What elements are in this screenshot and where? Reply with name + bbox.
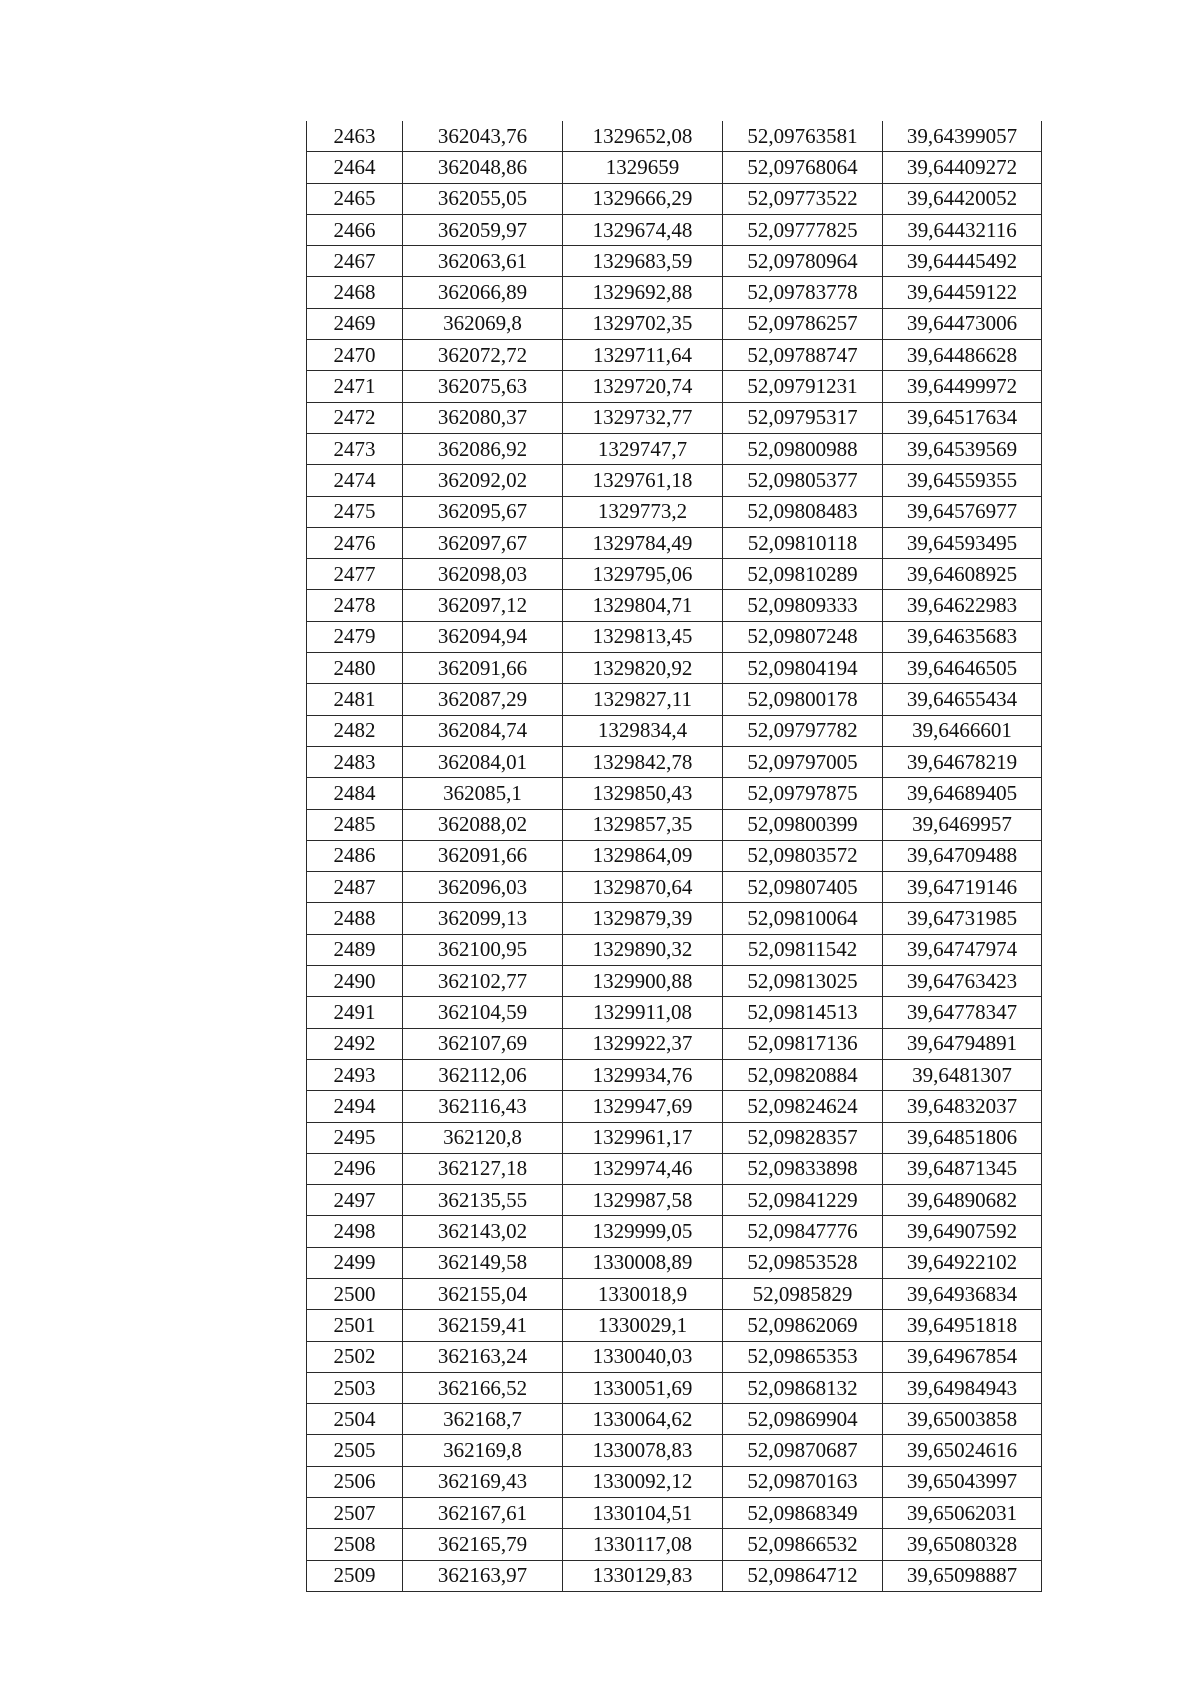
coord-x-cell: 362059,97 xyxy=(403,214,563,245)
point-number-cell: 2495 xyxy=(307,1122,403,1153)
coord-y-cell: 1329659 xyxy=(563,152,723,183)
latitude-cell: 52,09810118 xyxy=(723,527,883,558)
coord-y-cell: 1329974,46 xyxy=(563,1153,723,1184)
latitude-cell: 52,09788747 xyxy=(723,340,883,371)
longitude-cell: 39,64420052 xyxy=(883,183,1042,214)
coord-y-cell: 1329987,58 xyxy=(563,1185,723,1216)
point-number-cell: 2479 xyxy=(307,621,403,652)
coord-y-cell: 1330008,89 xyxy=(563,1247,723,1278)
coordinates-table xyxy=(306,121,1042,1592)
coord-x-cell: 362163,97 xyxy=(403,1560,563,1591)
point-number-cell: 2466 xyxy=(307,214,403,245)
point-number-cell: 2481 xyxy=(307,684,403,715)
coord-y-cell: 1329773,2 xyxy=(563,496,723,527)
longitude-cell: 39,64399057 xyxy=(883,121,1042,152)
longitude-cell: 39,64622983 xyxy=(883,590,1042,621)
point-number-cell: 2496 xyxy=(307,1153,403,1184)
point-number-cell: 2505 xyxy=(307,1435,403,1466)
table-row xyxy=(307,433,1042,464)
point-number-cell: 2487 xyxy=(307,872,403,903)
table-row xyxy=(307,1028,1042,1059)
coord-y-cell: 1329711,64 xyxy=(563,340,723,371)
longitude-cell: 39,64967854 xyxy=(883,1341,1042,1372)
table-row xyxy=(307,1059,1042,1090)
latitude-cell: 52,09763581 xyxy=(723,121,883,152)
coord-y-cell: 1329674,48 xyxy=(563,214,723,245)
point-number-cell: 2488 xyxy=(307,903,403,934)
coord-y-cell: 1329702,35 xyxy=(563,308,723,339)
coord-y-cell: 1329720,74 xyxy=(563,371,723,402)
coord-x-cell: 362120,8 xyxy=(403,1122,563,1153)
coord-x-cell: 362094,94 xyxy=(403,621,563,652)
longitude-cell: 39,64907592 xyxy=(883,1216,1042,1247)
point-number-cell: 2503 xyxy=(307,1372,403,1403)
coord-x-cell: 362084,01 xyxy=(403,746,563,777)
longitude-cell: 39,64432116 xyxy=(883,214,1042,245)
table-row xyxy=(307,527,1042,558)
coord-x-cell: 362091,66 xyxy=(403,840,563,871)
point-number-cell: 2472 xyxy=(307,402,403,433)
coord-y-cell: 1330018,9 xyxy=(563,1278,723,1309)
coord-y-cell: 1330051,69 xyxy=(563,1372,723,1403)
point-number-cell: 2485 xyxy=(307,809,403,840)
latitude-cell: 52,09810289 xyxy=(723,559,883,590)
point-number-cell: 2473 xyxy=(307,433,403,464)
longitude-cell: 39,64747974 xyxy=(883,934,1042,965)
table-row xyxy=(307,1216,1042,1247)
longitude-cell: 39,64731985 xyxy=(883,903,1042,934)
coord-y-cell: 1329683,59 xyxy=(563,246,723,277)
latitude-cell: 52,09811542 xyxy=(723,934,883,965)
latitude-cell: 52,09813025 xyxy=(723,966,883,997)
latitude-cell: 52,09868349 xyxy=(723,1498,883,1529)
longitude-cell: 39,64445492 xyxy=(883,246,1042,277)
coord-y-cell: 1329795,06 xyxy=(563,559,723,590)
coord-x-cell: 362075,63 xyxy=(403,371,563,402)
coord-x-cell: 362168,7 xyxy=(403,1404,563,1435)
table-row xyxy=(307,1247,1042,1278)
point-number-cell: 2482 xyxy=(307,715,403,746)
coord-x-cell: 362135,55 xyxy=(403,1185,563,1216)
point-number-cell: 2491 xyxy=(307,997,403,1028)
coord-y-cell: 1329900,88 xyxy=(563,966,723,997)
latitude-cell: 52,09786257 xyxy=(723,308,883,339)
longitude-cell: 39,64459122 xyxy=(883,277,1042,308)
latitude-cell: 52,09865353 xyxy=(723,1341,883,1372)
coord-y-cell: 1330104,51 xyxy=(563,1498,723,1529)
table-row xyxy=(307,1466,1042,1497)
point-number-cell: 2507 xyxy=(307,1498,403,1529)
point-number-cell: 2470 xyxy=(307,340,403,371)
longitude-cell: 39,64984943 xyxy=(883,1372,1042,1403)
point-number-cell: 2469 xyxy=(307,308,403,339)
table-row xyxy=(307,1372,1042,1403)
table-row xyxy=(307,277,1042,308)
point-number-cell: 2476 xyxy=(307,527,403,558)
latitude-cell: 52,09808483 xyxy=(723,496,883,527)
longitude-cell: 39,64608925 xyxy=(883,559,1042,590)
table-row xyxy=(307,559,1042,590)
longitude-cell: 39,64635683 xyxy=(883,621,1042,652)
longitude-cell: 39,64409272 xyxy=(883,152,1042,183)
longitude-cell: 39,64593495 xyxy=(883,527,1042,558)
coord-x-cell: 362066,89 xyxy=(403,277,563,308)
coord-y-cell: 1329761,18 xyxy=(563,465,723,496)
coord-x-cell: 362095,67 xyxy=(403,496,563,527)
point-number-cell: 2494 xyxy=(307,1091,403,1122)
coord-x-cell: 362127,18 xyxy=(403,1153,563,1184)
table-row xyxy=(307,402,1042,433)
point-number-cell: 2474 xyxy=(307,465,403,496)
coord-y-cell: 1329820,92 xyxy=(563,653,723,684)
longitude-cell: 39,64689405 xyxy=(883,778,1042,809)
table-row xyxy=(307,1185,1042,1216)
coord-y-cell: 1329850,43 xyxy=(563,778,723,809)
latitude-cell: 52,09797782 xyxy=(723,715,883,746)
point-number-cell: 2502 xyxy=(307,1341,403,1372)
point-number-cell: 2475 xyxy=(307,496,403,527)
table-row xyxy=(307,183,1042,214)
coord-y-cell: 1329813,45 xyxy=(563,621,723,652)
point-number-cell: 2501 xyxy=(307,1310,403,1341)
table-row xyxy=(307,997,1042,1028)
coord-y-cell: 1329784,49 xyxy=(563,527,723,558)
latitude-cell: 52,09868132 xyxy=(723,1372,883,1403)
coord-x-cell: 362069,8 xyxy=(403,308,563,339)
coord-y-cell: 1329652,08 xyxy=(563,121,723,152)
point-number-cell: 2489 xyxy=(307,934,403,965)
coord-x-cell: 362043,76 xyxy=(403,121,563,152)
coord-x-cell: 362088,02 xyxy=(403,809,563,840)
point-number-cell: 2509 xyxy=(307,1560,403,1591)
longitude-cell: 39,64851806 xyxy=(883,1122,1042,1153)
table-row xyxy=(307,1435,1042,1466)
latitude-cell: 52,09810064 xyxy=(723,903,883,934)
coord-x-cell: 362107,69 xyxy=(403,1028,563,1059)
coord-y-cell: 1330117,08 xyxy=(563,1529,723,1560)
table-row xyxy=(307,1560,1042,1591)
point-number-cell: 2471 xyxy=(307,371,403,402)
point-number-cell: 2506 xyxy=(307,1466,403,1497)
latitude-cell: 52,09870163 xyxy=(723,1466,883,1497)
longitude-cell: 39,6481307 xyxy=(883,1059,1042,1090)
coord-x-cell: 362100,95 xyxy=(403,934,563,965)
point-number-cell: 2499 xyxy=(307,1247,403,1278)
point-number-cell: 2464 xyxy=(307,152,403,183)
longitude-cell: 39,64559355 xyxy=(883,465,1042,496)
coordinates-table-body xyxy=(307,121,1042,1591)
latitude-cell: 52,09866532 xyxy=(723,1529,883,1560)
coord-y-cell: 1330040,03 xyxy=(563,1341,723,1372)
point-number-cell: 2483 xyxy=(307,746,403,777)
coord-x-cell: 362098,03 xyxy=(403,559,563,590)
longitude-cell: 39,65098887 xyxy=(883,1560,1042,1591)
latitude-cell: 52,0985829 xyxy=(723,1278,883,1309)
coord-y-cell: 1329911,08 xyxy=(563,997,723,1028)
coord-x-cell: 362102,77 xyxy=(403,966,563,997)
table-row xyxy=(307,934,1042,965)
latitude-cell: 52,09864712 xyxy=(723,1560,883,1591)
coord-x-cell: 362099,13 xyxy=(403,903,563,934)
longitude-cell: 39,6466601 xyxy=(883,715,1042,746)
latitude-cell: 52,09773522 xyxy=(723,183,883,214)
latitude-cell: 52,09795317 xyxy=(723,402,883,433)
longitude-cell: 39,64678219 xyxy=(883,746,1042,777)
latitude-cell: 52,09800988 xyxy=(723,433,883,464)
latitude-cell: 52,09805377 xyxy=(723,465,883,496)
longitude-cell: 39,64871345 xyxy=(883,1153,1042,1184)
table-row xyxy=(307,1341,1042,1372)
table-row xyxy=(307,1404,1042,1435)
latitude-cell: 52,09814513 xyxy=(723,997,883,1028)
point-number-cell: 2480 xyxy=(307,653,403,684)
coord-x-cell: 362167,61 xyxy=(403,1498,563,1529)
coord-y-cell: 1329732,77 xyxy=(563,402,723,433)
table-row xyxy=(307,1498,1042,1529)
point-number-cell: 2500 xyxy=(307,1278,403,1309)
coord-y-cell: 1329804,71 xyxy=(563,590,723,621)
table-row xyxy=(307,653,1042,684)
latitude-cell: 52,09780964 xyxy=(723,246,883,277)
longitude-cell: 39,64539569 xyxy=(883,433,1042,464)
longitude-cell: 39,64763423 xyxy=(883,966,1042,997)
coord-y-cell: 1329747,7 xyxy=(563,433,723,464)
table-row xyxy=(307,621,1042,652)
longitude-cell: 39,64951818 xyxy=(883,1310,1042,1341)
table-row xyxy=(307,809,1042,840)
coord-y-cell: 1329961,17 xyxy=(563,1122,723,1153)
coord-y-cell: 1330092,12 xyxy=(563,1466,723,1497)
coord-x-cell: 362169,43 xyxy=(403,1466,563,1497)
latitude-cell: 52,09833898 xyxy=(723,1153,883,1184)
longitude-cell: 39,64499972 xyxy=(883,371,1042,402)
table-row xyxy=(307,684,1042,715)
latitude-cell: 52,09803572 xyxy=(723,840,883,871)
point-number-cell: 2504 xyxy=(307,1404,403,1435)
coord-x-cell: 362159,41 xyxy=(403,1310,563,1341)
coord-y-cell: 1330064,62 xyxy=(563,1404,723,1435)
latitude-cell: 52,09828357 xyxy=(723,1122,883,1153)
longitude-cell: 39,65024616 xyxy=(883,1435,1042,1466)
coord-y-cell: 1330129,83 xyxy=(563,1560,723,1591)
coord-x-cell: 362092,02 xyxy=(403,465,563,496)
coord-x-cell: 362163,24 xyxy=(403,1341,563,1372)
latitude-cell: 52,09853528 xyxy=(723,1247,883,1278)
longitude-cell: 39,64517634 xyxy=(883,402,1042,433)
longitude-cell: 39,6469957 xyxy=(883,809,1042,840)
point-number-cell: 2467 xyxy=(307,246,403,277)
point-number-cell: 2463 xyxy=(307,121,403,152)
latitude-cell: 52,09797875 xyxy=(723,778,883,809)
coord-x-cell: 362165,79 xyxy=(403,1529,563,1560)
latitude-cell: 52,09841229 xyxy=(723,1185,883,1216)
coord-y-cell: 1329890,32 xyxy=(563,934,723,965)
latitude-cell: 52,09804194 xyxy=(723,653,883,684)
table-row xyxy=(307,371,1042,402)
latitude-cell: 52,09777825 xyxy=(723,214,883,245)
longitude-cell: 39,64832037 xyxy=(883,1091,1042,1122)
coord-x-cell: 362143,02 xyxy=(403,1216,563,1247)
table-row xyxy=(307,746,1042,777)
table-row xyxy=(307,1310,1042,1341)
coord-y-cell: 1329934,76 xyxy=(563,1059,723,1090)
latitude-cell: 52,09847776 xyxy=(723,1216,883,1247)
longitude-cell: 39,64778347 xyxy=(883,997,1042,1028)
coord-y-cell: 1329834,4 xyxy=(563,715,723,746)
table-row xyxy=(307,308,1042,339)
coord-x-cell: 362097,12 xyxy=(403,590,563,621)
point-number-cell: 2468 xyxy=(307,277,403,308)
table-row xyxy=(307,465,1042,496)
coord-x-cell: 362085,1 xyxy=(403,778,563,809)
latitude-cell: 52,09800178 xyxy=(723,684,883,715)
longitude-cell: 39,64655434 xyxy=(883,684,1042,715)
latitude-cell: 52,09807405 xyxy=(723,872,883,903)
coord-x-cell: 362055,05 xyxy=(403,183,563,214)
longitude-cell: 39,64794891 xyxy=(883,1028,1042,1059)
coord-x-cell: 362072,72 xyxy=(403,340,563,371)
longitude-cell: 39,64646505 xyxy=(883,653,1042,684)
point-number-cell: 2465 xyxy=(307,183,403,214)
longitude-cell: 39,64473006 xyxy=(883,308,1042,339)
table-row xyxy=(307,590,1042,621)
coord-y-cell: 1329947,69 xyxy=(563,1091,723,1122)
table-row xyxy=(307,1122,1042,1153)
longitude-cell: 39,64922102 xyxy=(883,1247,1042,1278)
longitude-cell: 39,64576977 xyxy=(883,496,1042,527)
table-row xyxy=(307,246,1042,277)
table-row xyxy=(307,214,1042,245)
table-row xyxy=(307,1091,1042,1122)
coord-y-cell: 1329666,29 xyxy=(563,183,723,214)
point-number-cell: 2493 xyxy=(307,1059,403,1090)
coord-x-cell: 362087,29 xyxy=(403,684,563,715)
coord-y-cell: 1329857,35 xyxy=(563,809,723,840)
point-number-cell: 2477 xyxy=(307,559,403,590)
coord-x-cell: 362096,03 xyxy=(403,872,563,903)
coord-y-cell: 1329827,11 xyxy=(563,684,723,715)
table-row xyxy=(307,1529,1042,1560)
latitude-cell: 52,09800399 xyxy=(723,809,883,840)
point-number-cell: 2492 xyxy=(307,1028,403,1059)
coord-x-cell: 362169,8 xyxy=(403,1435,563,1466)
longitude-cell: 39,64936834 xyxy=(883,1278,1042,1309)
table-row xyxy=(307,1278,1042,1309)
coord-x-cell: 362155,04 xyxy=(403,1278,563,1309)
point-number-cell: 2484 xyxy=(307,778,403,809)
longitude-cell: 39,65062031 xyxy=(883,1498,1042,1529)
table-row xyxy=(307,840,1042,871)
coord-y-cell: 1329692,88 xyxy=(563,277,723,308)
longitude-cell: 39,65003858 xyxy=(883,1404,1042,1435)
coord-y-cell: 1329864,09 xyxy=(563,840,723,871)
coord-y-cell: 1329870,64 xyxy=(563,872,723,903)
longitude-cell: 39,65043997 xyxy=(883,1466,1042,1497)
latitude-cell: 52,09870687 xyxy=(723,1435,883,1466)
coord-x-cell: 362048,86 xyxy=(403,152,563,183)
point-number-cell: 2497 xyxy=(307,1185,403,1216)
table-row xyxy=(307,152,1042,183)
point-number-cell: 2486 xyxy=(307,840,403,871)
table-row xyxy=(307,121,1042,152)
coord-y-cell: 1330078,83 xyxy=(563,1435,723,1466)
coord-y-cell: 1329842,78 xyxy=(563,746,723,777)
table-row xyxy=(307,340,1042,371)
point-number-cell: 2498 xyxy=(307,1216,403,1247)
coord-x-cell: 362166,52 xyxy=(403,1372,563,1403)
coord-y-cell: 1329999,05 xyxy=(563,1216,723,1247)
latitude-cell: 52,09869904 xyxy=(723,1404,883,1435)
coord-y-cell: 1329879,39 xyxy=(563,903,723,934)
table-row xyxy=(307,966,1042,997)
table-row xyxy=(307,872,1042,903)
longitude-cell: 39,64890682 xyxy=(883,1185,1042,1216)
coord-x-cell: 362080,37 xyxy=(403,402,563,433)
longitude-cell: 39,64709488 xyxy=(883,840,1042,871)
table-row xyxy=(307,903,1042,934)
coord-y-cell: 1330029,1 xyxy=(563,1310,723,1341)
table-row xyxy=(307,496,1042,527)
latitude-cell: 52,09809333 xyxy=(723,590,883,621)
coord-x-cell: 362084,74 xyxy=(403,715,563,746)
latitude-cell: 52,09797005 xyxy=(723,746,883,777)
point-number-cell: 2478 xyxy=(307,590,403,621)
latitude-cell: 52,09824624 xyxy=(723,1091,883,1122)
longitude-cell: 39,64719146 xyxy=(883,872,1042,903)
latitude-cell: 52,09807248 xyxy=(723,621,883,652)
latitude-cell: 52,09783778 xyxy=(723,277,883,308)
coord-x-cell: 362149,58 xyxy=(403,1247,563,1278)
latitude-cell: 52,09817136 xyxy=(723,1028,883,1059)
point-number-cell: 2508 xyxy=(307,1529,403,1560)
table-row xyxy=(307,715,1042,746)
latitude-cell: 52,09820884 xyxy=(723,1059,883,1090)
longitude-cell: 39,64486628 xyxy=(883,340,1042,371)
longitude-cell: 39,65080328 xyxy=(883,1529,1042,1560)
coord-x-cell: 362086,92 xyxy=(403,433,563,464)
coord-x-cell: 362097,67 xyxy=(403,527,563,558)
table-row xyxy=(307,778,1042,809)
table-row xyxy=(307,1153,1042,1184)
coord-x-cell: 362116,43 xyxy=(403,1091,563,1122)
coord-x-cell: 362112,06 xyxy=(403,1059,563,1090)
point-number-cell: 2490 xyxy=(307,966,403,997)
latitude-cell: 52,09862069 xyxy=(723,1310,883,1341)
coord-x-cell: 362063,61 xyxy=(403,246,563,277)
latitude-cell: 52,09791231 xyxy=(723,371,883,402)
coord-x-cell: 362104,59 xyxy=(403,997,563,1028)
coord-y-cell: 1329922,37 xyxy=(563,1028,723,1059)
coord-x-cell: 362091,66 xyxy=(403,653,563,684)
latitude-cell: 52,09768064 xyxy=(723,152,883,183)
